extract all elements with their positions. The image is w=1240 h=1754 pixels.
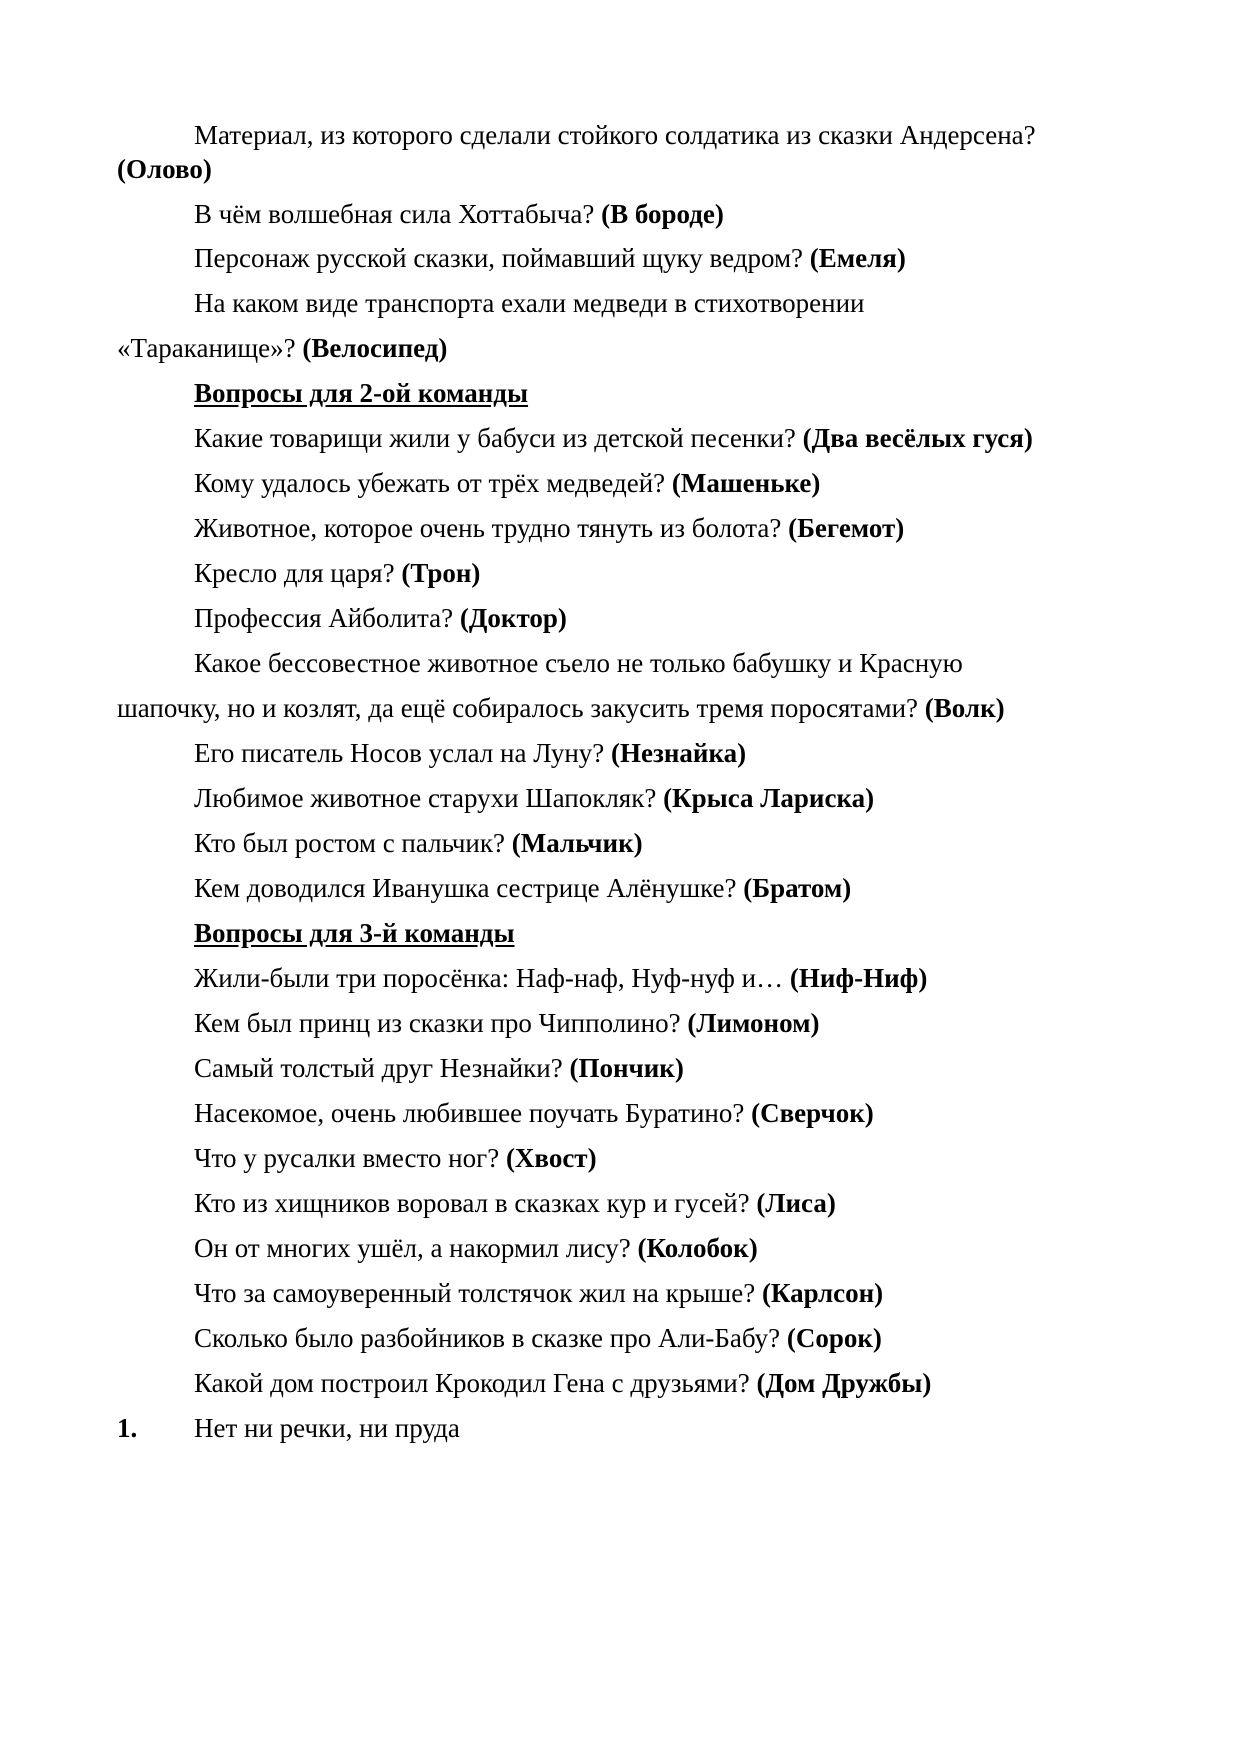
section-heading-team-2: Вопросы для 2-ой команды: [194, 378, 529, 408]
question-line: На каком виде транспорта ехали медведи в стихотворении: [194, 288, 865, 318]
question-line: Самый толстый друг Незнайки? (Пончик): [194, 1053, 684, 1083]
question-line: Кем был принц из сказки про Чипполино? (Лимоном): [194, 1008, 820, 1038]
question-line: Кто из хищников воровал в сказках кур и гусей? (Лиса): [194, 1188, 836, 1218]
question-line: шапочку, но и козлят, да ещё собиралось закусить тремя поросятами? (Волк): [117, 693, 1005, 723]
question-line: Какое бессовестное животное съело не только бабушку и Красную: [194, 648, 963, 678]
question-line: Кто был ростом с пальчик? (Мальчик): [194, 828, 643, 858]
question-line: Профессия Айболита? (Доктор): [194, 603, 567, 633]
question-line: Кресло для царя? (Трон): [194, 558, 481, 588]
question-line: Насекомое, очень любившее поучать Буратино? (Сверчок): [194, 1098, 874, 1128]
question-line: Любимое животное старухи Шапокляк? (Крыса Лариска): [194, 783, 875, 813]
question-line: Что за самоуверенный толстячок жил на крыше? (Карлсон): [194, 1278, 884, 1308]
section-heading-team-3: Вопросы для 3-й команды: [194, 918, 515, 948]
list-number: 1.: [117, 1413, 138, 1443]
question-line: Он от многих ушёл, а накормил лису? (Колобок): [194, 1233, 758, 1263]
question-line: Материал, из которого сделали стойкого солдатика из сказки Андерсена?: [194, 120, 1036, 150]
question-line: Кому удалось убежать от трёх медведей? (Машеньке): [194, 468, 821, 498]
question-line: Жили-были три поросёнка: Наф-наф, Нуф-нуф и… (Ниф-Ниф): [194, 963, 928, 993]
question-line: Его писатель Носов услал на Луну? (Незнайка): [194, 738, 747, 768]
question-line: Животное, которое очень трудно тянуть из болота? (Бегемот): [194, 513, 905, 543]
question-line: Сколько было разбойников в сказке про Али-Бабу? (Сорок): [194, 1323, 882, 1353]
question-line: Что у русалки вместо ног? (Хвост): [194, 1143, 597, 1173]
question-line: Какой дом построил Крокодил Гена с друзьями? (Дом Дружбы): [194, 1368, 932, 1398]
list-item-text: Нет ни речки, ни пруда: [194, 1413, 460, 1443]
question-line: Какие товарищи жили у бабуси из детской песенки? (Два весёлых гуся): [194, 423, 1033, 453]
question-line: Персонаж русской сказки, поймавший щуку ведром? (Емеля): [194, 243, 906, 273]
question-line: В чём волшебная сила Хоттабыча? (В бороде): [194, 199, 724, 229]
answer-line: (Олово): [117, 154, 212, 184]
question-line: «Тараканище»? (Велосипед): [117, 333, 448, 363]
question-line: Кем доводился Иванушка сестрице Алёнушке? (Братом): [194, 873, 852, 903]
